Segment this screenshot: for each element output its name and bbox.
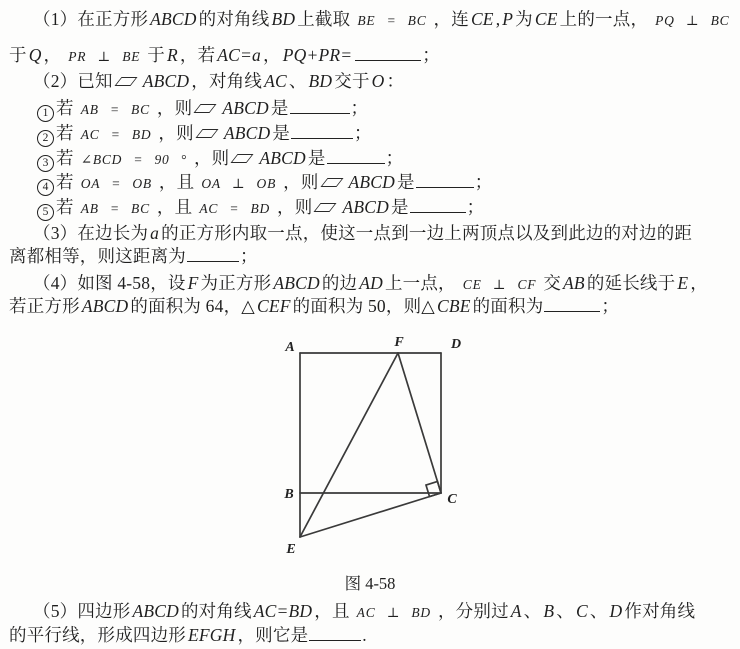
- text-run: 是: [307, 148, 326, 168]
- figure-caption: 图 4-58: [344, 574, 396, 593]
- math-formula: AC = BD: [80, 127, 152, 142]
- figure-vertex-label-D: D: [450, 337, 462, 352]
- math-formula: AC = BD: [199, 201, 271, 216]
- math-var: ABCD: [342, 197, 389, 217]
- text-run: ；: [350, 98, 369, 118]
- problem-line-p1: [9, 8, 736, 32]
- math-var: ABCD: [223, 123, 271, 143]
- text-run: ，分别过: [437, 601, 509, 621]
- text-run: 若正方形: [9, 296, 80, 316]
- answer-blank: [309, 638, 361, 641]
- answer-blank: [291, 136, 353, 139]
- math-var: ABCD: [222, 98, 269, 118]
- math-var: R: [166, 45, 178, 65]
- figure-vertex-label-C: C: [447, 492, 457, 507]
- problem-line-p5: [9, 122, 372, 147]
- text-run: ：: [386, 71, 405, 91]
- text-run: 的对角线: [180, 601, 252, 621]
- math-formula: AB = BC: [80, 201, 150, 216]
- math-var: CE: [534, 9, 558, 29]
- math-var: AC=BD: [253, 601, 313, 621]
- text-run: 、: [523, 601, 542, 621]
- text-run: 的边: [321, 273, 358, 293]
- math-var: A: [510, 601, 522, 621]
- parallelogram-icon: [194, 104, 217, 113]
- text-run: ，则: [277, 197, 313, 217]
- problem-line-p12: [9, 295, 619, 317]
- text-run: ，: [690, 273, 708, 293]
- problem-line-p3: [9, 70, 404, 92]
- text-run: 、: [288, 71, 307, 91]
- math-var: C: [575, 601, 588, 621]
- math-var: PQ+PR=: [282, 45, 353, 65]
- math-formula: BE = BC: [357, 13, 427, 28]
- text-run: 是: [270, 98, 289, 118]
- math-var: O: [371, 71, 385, 91]
- figure-vertex-label-A: A: [285, 340, 295, 355]
- text-run: ；: [422, 45, 440, 65]
- parallelogram-icon: [195, 129, 218, 138]
- math-var: ABCD: [81, 296, 129, 316]
- text-run: ，且: [314, 601, 350, 621]
- text-run: 、: [589, 601, 608, 621]
- text-run: 若: [56, 148, 74, 168]
- answer-blank: [327, 161, 385, 164]
- text-run: 若: [56, 98, 74, 118]
- right-angle-mark: [426, 482, 441, 497]
- text-run: 交: [543, 273, 562, 293]
- text-run: ，: [43, 45, 62, 65]
- math-var: Q: [28, 45, 42, 65]
- text-run: ，对角线: [191, 71, 263, 91]
- math-var: ABCD: [273, 273, 320, 293]
- text-run: （2）已知: [33, 71, 113, 91]
- text-run: 的平行线，形成四边形: [9, 625, 186, 645]
- text-run: ，且: [158, 172, 195, 192]
- math-var: CE: [470, 9, 494, 29]
- math-var: B: [543, 601, 555, 621]
- text-run: 的延长线于: [586, 273, 676, 293]
- text-run: 的对角线: [198, 9, 270, 29]
- text-run: 是: [272, 123, 291, 143]
- figure-edge-EC: [300, 493, 441, 537]
- text-run: 的面积为 50，则△: [292, 296, 435, 316]
- text-run: （5）四边形: [33, 601, 131, 621]
- text-run: 为正方形: [200, 273, 272, 293]
- math-var: CEF: [256, 296, 291, 316]
- text-run: ；: [601, 296, 620, 316]
- text-run: 是: [390, 197, 409, 217]
- circled-number: 5: [37, 204, 54, 221]
- text-run: 为: [515, 9, 533, 29]
- text-run: 交于: [334, 71, 370, 91]
- math-var: CBE: [436, 296, 471, 316]
- answer-blank: [544, 309, 600, 312]
- text-run: ；: [240, 246, 258, 266]
- problem-line-p8: [9, 196, 484, 221]
- math-var: ABCD: [259, 148, 306, 168]
- figure-vertex-label-F: F: [394, 335, 404, 350]
- math-var: F: [187, 273, 199, 293]
- text-run: （3）在边长为: [33, 223, 149, 243]
- text-run: ；: [354, 123, 372, 143]
- math-formula: AB = BC: [80, 102, 150, 117]
- text-run: 若: [56, 197, 74, 217]
- figure-vertex-label-E: E: [286, 542, 296, 557]
- text-run: ，则它是: [237, 625, 309, 645]
- text-run: 的面积为: [472, 296, 544, 316]
- problem-line-p10: [9, 245, 258, 267]
- circled-number: 2: [37, 130, 54, 147]
- math-var: BD: [308, 71, 333, 91]
- text-run: 的正方形内取一点，使这一点到一边上两顶点以及到此边的对边的距: [161, 223, 693, 243]
- text-run: 、: [556, 601, 574, 621]
- math-var: P: [502, 9, 514, 29]
- text-run: ，且: [156, 197, 193, 217]
- math-formula: OA = OB: [80, 176, 152, 191]
- text-run: （1）在正方形: [33, 9, 149, 29]
- math-var: AB: [563, 273, 585, 293]
- math-var: AC=a: [217, 45, 262, 65]
- text-run: ，若: [179, 45, 216, 65]
- answer-blank: [410, 210, 466, 213]
- math-var: BD: [271, 9, 296, 29]
- text-run: ，则: [193, 148, 230, 168]
- text-run: ，: [263, 45, 281, 65]
- text-run: ，则: [156, 98, 193, 118]
- text-run: ,: [495, 9, 501, 29]
- text-run: ；: [466, 197, 485, 217]
- problem-line-p9: [9, 222, 692, 244]
- answer-blank: [355, 58, 421, 61]
- text-run: ；: [385, 148, 404, 168]
- parallelogram-icon: [114, 77, 137, 86]
- text-run: 上的一点，: [559, 9, 649, 29]
- text-run: 离都相等，则这距离为: [9, 246, 186, 266]
- problem-line-p4: [9, 97, 368, 122]
- math-var: a: [150, 223, 160, 243]
- figure-vertex-label-B: B: [284, 487, 294, 502]
- answer-blank: [290, 111, 350, 114]
- text-run: ，连: [433, 9, 469, 29]
- problem-line-p11: [9, 272, 708, 296]
- math-var: ABCD: [348, 172, 396, 192]
- text-run: 上一点，: [384, 273, 456, 293]
- math-var: ABCD: [132, 601, 179, 621]
- math-formula: PR ⊥ BE: [68, 49, 141, 64]
- math-formula: CE ⊥ CF: [462, 277, 537, 292]
- math-var: AD: [359, 273, 383, 293]
- text-run: .: [362, 625, 367, 645]
- problem-line-p14: [9, 624, 367, 646]
- text-run: 于: [9, 45, 27, 65]
- text-run: 于: [147, 45, 165, 65]
- figure-edge-EF: [300, 353, 398, 537]
- circled-number: 1: [37, 105, 54, 122]
- text-run: ，则: [283, 172, 319, 192]
- text-run: 若: [56, 172, 74, 192]
- figure-4-58: [270, 330, 480, 565]
- parallelogram-icon: [231, 154, 254, 163]
- problem-line-p6: [9, 147, 403, 172]
- figure-edge-FC: [398, 353, 441, 493]
- problem-line-p2: [9, 44, 440, 68]
- math-formula: AC ⊥ BD: [356, 605, 431, 620]
- text-run: 作对角线: [624, 601, 696, 621]
- problem-line-p7: [9, 171, 492, 196]
- text-run: 上截取: [297, 9, 351, 29]
- text-run: 是: [397, 172, 415, 192]
- text-run: ，则: [158, 123, 194, 143]
- problem-line-p13: [9, 600, 695, 624]
- circled-number: 3: [37, 155, 54, 172]
- math-var: D: [609, 601, 623, 621]
- math-formula: PQ ⊥ BC: [655, 13, 730, 28]
- text-run: ；: [474, 172, 493, 192]
- answer-blank: [187, 259, 239, 262]
- parallelogram-icon: [320, 178, 343, 187]
- text-run: 若: [56, 123, 74, 143]
- math-var: EFGH: [188, 625, 236, 645]
- math-formula: ∠BCD = 90 °: [80, 152, 187, 167]
- circled-number: 4: [37, 179, 54, 196]
- math-formula: OA ⊥ OB: [201, 176, 277, 191]
- parallelogram-icon: [314, 203, 337, 212]
- text-run: （4）如图 4-58，设: [33, 273, 186, 293]
- math-var: AC: [264, 71, 287, 91]
- text-run: 的面积为 64，△: [130, 296, 255, 316]
- answer-blank: [416, 185, 474, 188]
- math-var: E: [677, 273, 689, 293]
- math-var: ABCD: [142, 71, 190, 91]
- math-var: ABCD: [150, 9, 197, 29]
